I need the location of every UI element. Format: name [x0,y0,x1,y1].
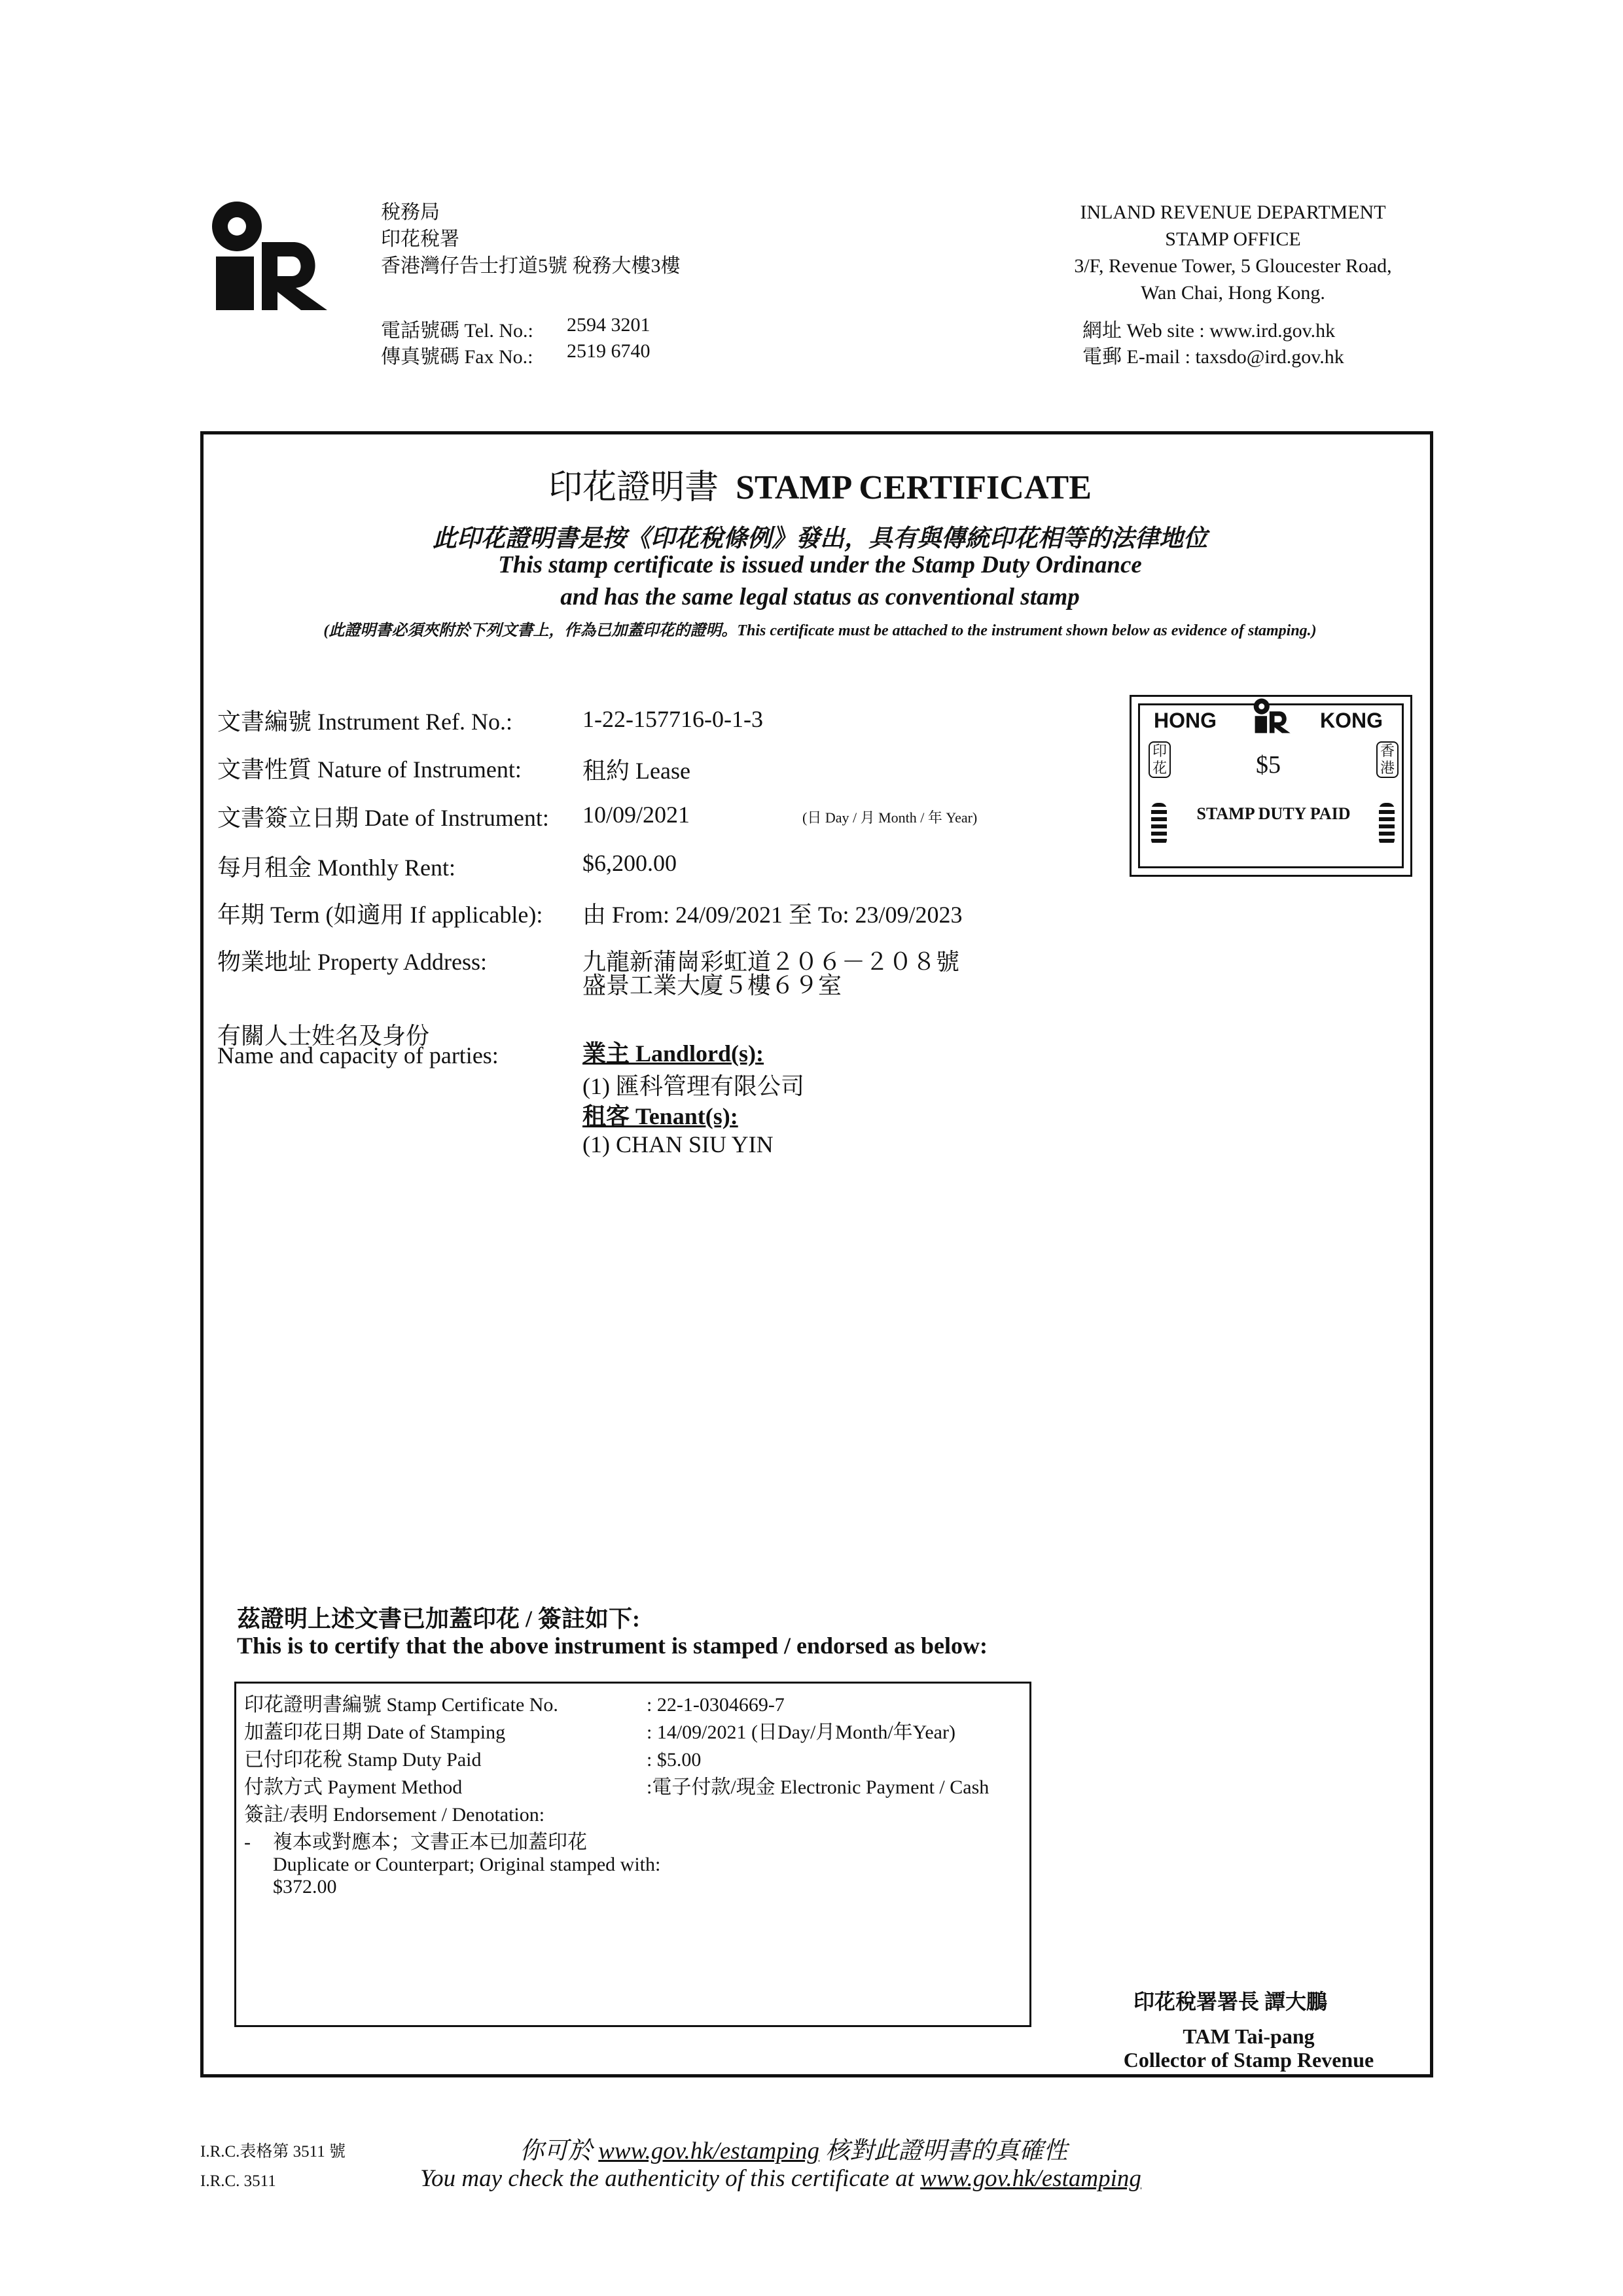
parties-label-cn: 有關人士姓名及身份 [217,1023,430,1049]
stamp-hong: HONG [1154,709,1217,732]
fax-number: 2519 6740 [567,340,651,362]
stamp-cert-no-label: 印花證明書編號 Stamp Certificate No. [244,1694,558,1716]
collector-signature-cn: 印花稅署署長 譚大鵬 [1133,1990,1328,2013]
endorsement-box [234,1682,1031,2027]
landlord-name: (1) 匯科管理有限公司 [582,1073,804,1099]
email: 電郵 E-mail : taxsdo@ird.gov.hk [1082,346,1344,368]
duty-paid-label: 已付印花稅 Stamp Duty Paid [244,1749,482,1771]
address-en-2: Wan Chai, Hong Kong. [1141,282,1325,304]
verify-link-cn[interactable]: www.gov.hk/estamping [598,2138,820,2164]
collector-title: Collector of Stamp Revenue [1123,2048,1374,2072]
title-cn: 印花證明書 [548,469,719,506]
tel-number: 2594 3201 [567,314,651,336]
stamp-duty-stamp [1130,695,1412,877]
nature-label: 文書性質 Nature of Instrument: [217,756,522,783]
tenant-name: (1) CHAN SIU YIN [582,1131,774,1157]
stamp-side-left: 印花 [1149,741,1171,778]
legal-status-en-2: and has the same legal status as conventional stamp [560,584,1080,610]
verify-cn-pre: 你可於 [520,2138,599,2164]
form-code-cn: I.R.C.表格第 3511 號 [200,2143,346,2161]
denotation-line-2: Duplicate or Counterpart; Original stamped with: [273,1854,661,1875]
denotation-label: 簽註/表明 Endorsement / Denotation: [244,1804,545,1826]
verify-note-en [420,2164,1141,2193]
term-label: 年期 Term (如適用 If applicable): [217,902,543,928]
payment-method-value: :電子付款/現金 Electronic Payment / Cash [647,1776,990,1798]
payment-method-label: 付款方式 Payment Method [244,1776,463,1798]
stamp-ornament-right [1379,803,1395,846]
tel-label: 電話號碼 Tel. No.: [381,320,533,342]
legal-status-cn: 此印花證明書是按《印花稅條例》發出，具有與傳統印花相等的法律地位 [433,525,1207,552]
date-format-hint: (日 Day / 月 Month / 年 Year) [802,809,978,826]
stamping-date-value: : 14/09/2021 (日Day/月Month/年Year) [647,1722,955,1743]
ird-logo [208,196,332,311]
attachment-note: (此證明書必須夾附於下列文書上，作為已加蓋印花的證明。This certificate must be attached to the instrument shown below as evidence of stamping.) [323,622,1317,639]
form-code-en: I.R.C. 3511 [200,2172,276,2190]
verify-link-en[interactable]: www.gov.hk/estamping [920,2165,1141,2192]
date-value: 10/09/2021 [582,802,690,828]
ref-value: 1-22-157716-0-1-3 [582,706,763,732]
date-label: 文書簽立日期 Date of Instrument: [217,805,549,831]
stamp-duty-paid-label: STAMP DUTY PAID [1196,804,1351,823]
fax-label: 傳真號碼 Fax No.: [381,346,533,368]
certify-en: This is to certify that the above instrument is stamped / endorsed as below: [237,1633,988,1659]
tenant-heading: 租客 Tenant(s): [582,1103,738,1129]
rent-label: 每月租金 Monthly Rent: [217,855,456,881]
certify-cn: 茲證明上述文書已加蓋印花 / 簽註如下: [237,1606,640,1632]
collector-name: TAM Tai-pang [1183,2024,1315,2048]
dept-en: INLAND REVENUE DEPARTMENT [1080,202,1386,223]
stamp-cert-no-value: : 22-1-0304669-7 [647,1694,785,1716]
certificate-title [204,459,1436,508]
stamp-ird-logo [1249,697,1295,733]
website: 網址 Web site : www.ird.gov.hk [1082,320,1336,342]
office-en: STAMP OFFICE [1165,228,1301,250]
denotation-line-1: 複本或對應本；文書正本已加蓋印花 [273,1831,587,1853]
rent-value: $6,200.00 [582,850,677,876]
title-en: STAMP CERTIFICATE [736,469,1092,506]
address-line-2: 盛景工業大廈５樓６９室 [582,972,842,998]
dept-cn: 稅務局 [381,202,440,223]
address-line-1: 九龍新蒲崗彩虹道２０６－２０８號 [582,949,960,975]
legal-status-en-1: This stamp certificate is issued under the Stamp Duty Ordinance [498,552,1142,578]
address-en-1: 3/F, Revenue Tower, 5 Gloucester Road, [1074,255,1392,277]
term-value: 由 From: 24/09/2021 至 To: 23/09/2023 [582,902,963,928]
parties-label-en: Name and capacity of parties: [217,1042,499,1069]
verify-cn-post: 核對此證明書的真確性 [819,2138,1068,2164]
stamp-ornament-left [1151,803,1167,846]
stamp-kong: KONG [1320,709,1383,732]
denotation-line-3: $372.00 [273,1876,337,1898]
address-cn: 香港灣仔告士打道5號 稅務大樓3樓 [381,255,681,277]
address-label: 物業地址 Property Address: [217,949,487,975]
ref-label: 文書編號 Instrument Ref. No.: [217,709,512,735]
denotation-bullet: - [244,1831,251,1853]
verify-en-pre: You may check the authenticity of this certificate at [420,2165,921,2192]
duty-paid-value: : $5.00 [647,1749,702,1771]
verify-note-cn [520,2130,1067,2166]
office-cn: 印花稅署 [381,228,459,250]
landlord-heading: 業主 Landlord(s): [582,1040,764,1067]
nature-value: 租約 Lease [582,758,690,784]
stamp-value: $5 [1256,751,1281,779]
stamping-date-label: 加蓋印花日期 Date of Stamping [244,1722,506,1743]
stamp-side-right: 香港 [1376,741,1399,778]
